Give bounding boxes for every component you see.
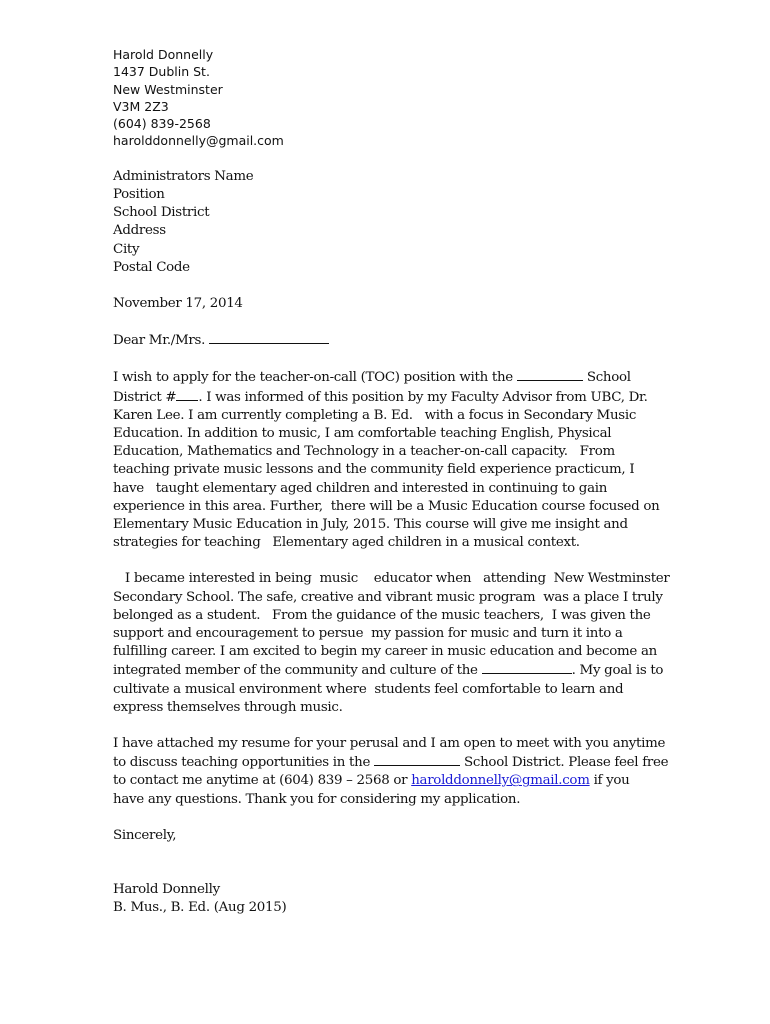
- p2-line4: support and encouragement to persue my passion for music and turn it into a: [113, 626, 623, 642]
- sender-phone: (604) 839-2568: [113, 116, 211, 132]
- district-number-blank: [176, 388, 198, 401]
- recipient-position: Position: [113, 186, 165, 202]
- salutation: [113, 331, 673, 350]
- p3-line3b: if you: [593, 773, 630, 789]
- email-link[interactable]: harolddonnelly@gmail.com: [411, 773, 590, 789]
- p2-line1: I became interested in being music educator when attending New Westminster: [113, 571, 670, 587]
- p2-line5: fulfilling career. I am excited to begin my career in music education and become an: [113, 644, 657, 660]
- paragraph-1: [113, 368, 673, 552]
- p1-line8: experience in this area. Further, there will be a Music Education course focused on: [113, 498, 660, 514]
- p3-line3a: to contact me anytime at (604) 839 – 2568 or: [113, 773, 408, 789]
- p3-line2a: to discuss teaching opportunities in the: [113, 755, 371, 771]
- p2-line2: Secondary School. The safe, creative and vibrant music program was a place I truly: [113, 589, 663, 605]
- p1-line6: teaching private music lessons and the community field experience practicum, I: [113, 462, 635, 478]
- p1-line5: Education, Mathematics and Technology in a teacher-on-call capacity. From: [113, 444, 615, 460]
- p2-line3: belonged as a student. From the guidance of the music teachers, I was given the: [113, 607, 651, 623]
- p3-line4: have any questions. Thank you for considering my application.: [113, 791, 521, 807]
- p1-line4: Education. In addition to music, I am comfortable teaching English, Physical: [113, 426, 612, 442]
- sender-postal: V3M 2Z3: [113, 98, 169, 114]
- p2-line6b: . My goal is to: [571, 663, 664, 679]
- signature-credentials: B. Mus., B. Ed. (Aug 2015): [113, 900, 287, 916]
- recipient-address-block: [113, 168, 673, 277]
- p1-line1b: School: [586, 370, 631, 386]
- sender-street: 1437 Dublin St.: [113, 64, 210, 80]
- p2-line6a: integrated member of the community and culture of the: [113, 663, 478, 679]
- p3-line2b: School District. Please feel free: [464, 755, 669, 771]
- letter-date: [113, 295, 673, 313]
- recipient-postal: Postal Code: [113, 259, 190, 275]
- paragraph-3: [113, 735, 673, 809]
- sender-email: harolddonnelly@gmail.com: [113, 133, 284, 149]
- recipient-district: School District: [113, 205, 210, 221]
- community-blank: [482, 661, 572, 674]
- p2-line8: express themselves through music.: [113, 699, 343, 715]
- sender-city: New Westminster: [113, 81, 223, 97]
- recipient-name: Administrators Name: [113, 168, 254, 184]
- district-blank: [517, 368, 583, 381]
- sender-address-block: [113, 46, 673, 150]
- p3-line1: I have attached my resume for your perusal and I am open to meet with you anytime: [113, 736, 666, 752]
- p1-line9: Elementary Music Education in July, 2015. This course will give me insight and: [113, 517, 628, 533]
- p2-line7: cultivate a musical environment where students feel comfortable to learn and: [113, 681, 624, 697]
- p1-line2a: District #: [113, 389, 177, 405]
- signature-name: Harold Donnelly: [113, 882, 220, 898]
- sender-name: Harold Donnelly: [113, 47, 214, 62]
- recipient-address: Address: [113, 223, 166, 239]
- p1-line1a: I wish to apply for the teacher-on-call (TOC) position with the: [113, 370, 513, 386]
- paragraph-2: [113, 570, 673, 717]
- letter-page: [113, 46, 673, 917]
- recipient-city: City: [113, 241, 140, 257]
- p1-line3: Karen Lee. I am currently completing a B. Ed. with a focus in Secondary Music: [113, 407, 637, 423]
- signature-block: [113, 881, 673, 917]
- salutation-blank: [209, 331, 329, 344]
- closing: [113, 827, 673, 845]
- school-district-blank: [374, 753, 460, 766]
- date-text: November 17, 2014: [113, 296, 243, 311]
- p1-line10: strategies for teaching Elementary aged children in a musical context.: [113, 535, 580, 551]
- p1-line7: have taught elementary aged children and interested in continuing to gain: [113, 480, 608, 496]
- closing-text: Sincerely,: [113, 827, 177, 843]
- p1-line2b: . I was informed of this position by my Faculty Advisor from UBC, Dr.: [198, 389, 648, 405]
- salutation-text: Dear Mr./Mrs.: [113, 333, 206, 349]
